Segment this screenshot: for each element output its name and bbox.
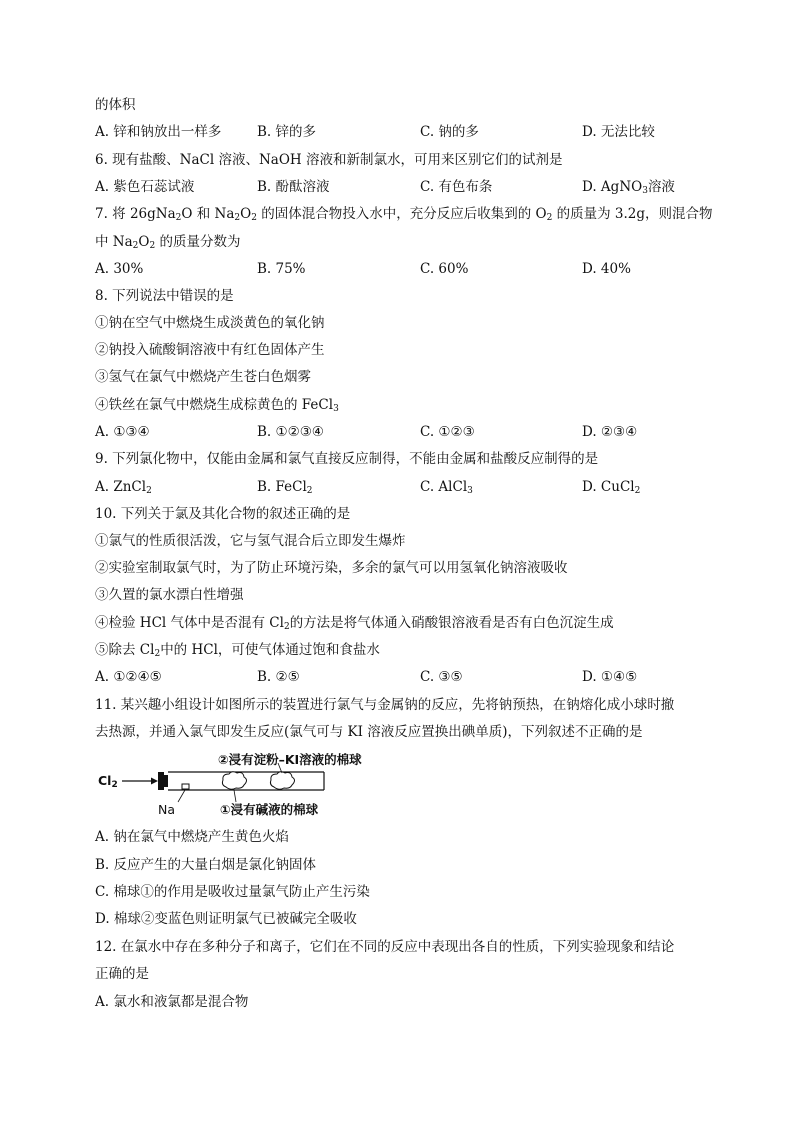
q12-stem-line2: 正确的是: [95, 966, 149, 982]
stopper-inner: [164, 775, 168, 787]
q7-stem-line1: 7. 将 26gNa$_2$O 和 $Na_2O_2$ 的固体混合物投入水中，充分反应后收集到的 $O_2$ 的质量为 3.2g，则混合物: [95, 206, 713, 223]
q9-option-b: B. FeCl$_2$: [257, 479, 313, 496]
q5-option-a: A. 锌和钠放出一样多: [95, 124, 222, 140]
cotton-ball-2-label: ②浸有淀粉–KI溶液的棉球: [218, 752, 362, 767]
q10-item-3: ③久置的氯水漂白性增强: [95, 587, 244, 603]
cotton-ball-1-label: ①浸有碱液的棉球: [220, 802, 319, 817]
q8-option-d: D. ②③④: [582, 424, 638, 440]
q7-option-c: C. 60%: [420, 261, 469, 277]
apparatus-figure: [96, 750, 396, 820]
q8-stem: 8. 下列说法中错误的是: [95, 288, 234, 304]
q7-option-a: A. 30%: [95, 261, 144, 277]
q5-option-b: B. 锌的多: [257, 124, 317, 140]
cotton-ball-1-pointer: [234, 790, 236, 802]
cl2-label: $Cl_2$: [98, 773, 118, 790]
q11-option-b: B. 反应产生的大量白烟是氯化钠固体: [95, 857, 317, 873]
q11-stem-line1: 11. 某兴趣小组设计如图所示的装置进行氯气与金属钠的反应，先将钠预热，在钠熔化成小球时撤: [95, 697, 675, 713]
q6-stem: 6. 现有盐酸、NaCl 溶液、NaOH 溶液和新制氯水，可用来区别它们的试剂是: [95, 152, 563, 168]
q9-option-c: C. AlCl$_3$: [420, 479, 473, 496]
q10-option-a: A. ①②④⑤: [95, 669, 162, 685]
sodium-piece: [182, 784, 189, 789]
q10-item-4: ④检验 HCl 气体中是否混有 $Cl_2$的方法是将气体通入硝酸银溶液看是否有白色沉淀生成: [95, 615, 614, 632]
q11-option-d: D. 棉球②变蓝色则证明氯气已被碱完全吸收: [95, 911, 357, 927]
q8-option-c: C. ①②③: [420, 424, 475, 440]
q12-option-a: A. 氯水和液氯都是混合物: [95, 994, 249, 1010]
q9-option-a: A. ZnCl$_2$: [95, 479, 152, 496]
q6-option-a: A. 紫色石蕊试液: [95, 179, 195, 195]
q8-item-2: ②钠投入硫酸铜溶液中有红色固体产生: [95, 342, 325, 358]
q11-stem-line2: 去热源，并通入氯气即发生反应(氯气可与 KI 溶液反应置换出碘单质)，下列叙述不正确的是: [95, 724, 643, 740]
q7-option-b: B. 75%: [257, 261, 306, 277]
sodium-pointer: [178, 790, 185, 802]
q10-option-c: C. ③⑤: [420, 669, 463, 685]
q6-option-d: D. AgNO$_3$溶液: [582, 179, 675, 196]
q11-option-c: C. 棉球①的作用是吸收过量氯气防止产生污染: [95, 884, 370, 900]
q6-option-c: C. 有色布条: [420, 179, 493, 195]
inlet-arrow-head: [151, 778, 158, 785]
q9-option-d: D. CuCl$_2$: [582, 479, 641, 496]
na-label: Na: [158, 802, 176, 817]
q8-item-3: ③氢气在氯气中燃烧产生苍白色烟雾: [95, 369, 311, 385]
q5-cont: 的体积: [95, 97, 136, 113]
q5-option-d: D. 无法比较: [582, 124, 655, 140]
q8-item-1: ①钠在空气中燃烧生成淡黄色的氧化钠: [95, 315, 325, 331]
cotton-ball-1: [222, 772, 246, 790]
q8-option-b: B. ①②③④: [257, 424, 324, 440]
q7-option-d: D. 40%: [582, 261, 631, 277]
q7-stem-line2: 中 $Na_2O_2$ 的质量分数为: [95, 234, 241, 251]
q10-item-1: ①氯气的性质很活泼，它与氢气混合后立即发生爆炸: [95, 533, 406, 549]
q10-option-d: D. ①④⑤: [582, 669, 638, 685]
q8-option-a: A. ①③④: [95, 424, 150, 440]
q10-item-2: ②实验室制取氯气时，为了防止环境污染，多余的氯气可以用氢氧化钠溶液吸收: [95, 560, 568, 576]
q5-option-c: C. 钠的多: [420, 124, 479, 140]
q12-stem-line1: 12. 在氯水中存在多种分子和离子，它们在不同的反应中表现出各自的性质，下列实验现象和结论: [95, 939, 675, 955]
q9-stem: 9. 下列氯化物中，仅能由金属和氯气直接反应制得，不能由金属和盐酸反应制得的是: [95, 451, 599, 467]
q11-option-a: A. 钠在氯气中燃烧产生黄色火焰: [95, 829, 289, 845]
q10-option-b: B. ②⑤: [257, 669, 300, 685]
q8-item-4: ④铁丝在氯气中燃烧生成棕黄色的 FeCl$_3$: [95, 397, 339, 414]
stopper: [158, 772, 164, 790]
cotton-ball-2: [270, 772, 294, 790]
q10-stem: 10. 下列关于氯及其化合物的叙述正确的是: [95, 506, 351, 522]
q6-option-b: B. 酚酞溶液: [257, 179, 330, 195]
q10-item-5: ⑤除去 $Cl_2$中的 HCl，可使气体通过饱和食盐水: [95, 642, 380, 659]
